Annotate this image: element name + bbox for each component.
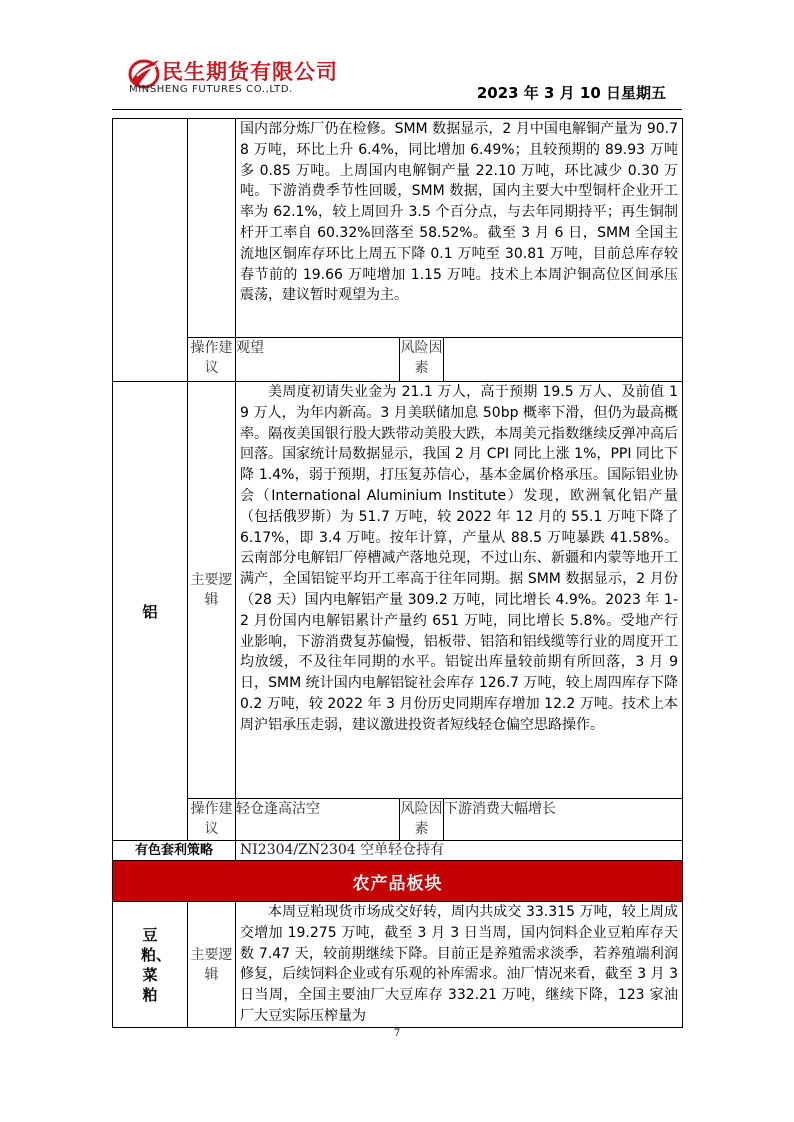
soymeal-logic-cell: [236, 902, 683, 1028]
copper-risk-value: [444, 338, 683, 382]
company-name-en: MINSHENG FUTURES CO.,LTD.: [129, 84, 293, 95]
arbitrage-row: [113, 841, 683, 861]
commodity-table: [112, 118, 683, 1028]
company-name-cn: 民生期货有限公司: [162, 60, 338, 84]
soymeal-category: 豆粕、菜粕: [141, 925, 172, 1004]
copper-logic-cell: [236, 119, 683, 338]
copper-op-value: 观望: [236, 338, 400, 382]
arbitrage-label: 有色套利策略: [113, 841, 236, 861]
copper-risk-label: 风险因素: [400, 338, 444, 382]
aluminum-operation-row: [113, 799, 683, 841]
copper-logic-row: [113, 119, 683, 338]
aluminum-op-value: 轻仓逢高沽空: [236, 799, 400, 841]
copper-category-cell: [113, 119, 188, 382]
aluminum-logic-cell: [236, 382, 683, 799]
copper-op-label: 操作建议: [188, 338, 236, 382]
company-logo: [128, 56, 368, 106]
aluminum-risk-label: 风险因素: [400, 799, 444, 841]
soymeal-category-cell: [113, 902, 188, 1028]
aluminum-risk-value: 下游消费大幅增长: [444, 799, 683, 841]
page-header: [0, 0, 794, 120]
arbitrage-value: NI2304/ZN2304 空单轻仓持有: [236, 841, 683, 861]
soymeal-logic-row: [113, 902, 683, 1028]
copper-operation-row: [113, 338, 683, 382]
copper-logic-label-cell: [188, 119, 236, 338]
page-number: 7: [393, 1028, 401, 1039]
aluminum-category: 铝: [113, 382, 188, 841]
header-rule: [112, 109, 682, 110]
aluminum-logic-label: 主要逻辑: [188, 382, 236, 799]
soymeal-logic-label: 主要逻辑: [188, 902, 236, 1028]
aluminum-logic-row: [113, 382, 683, 799]
agri-section-row: [113, 861, 683, 902]
soymeal-logic-text: 本周豆粕现货市场成交好转，周内共成交 33.315 万吨，较上周成交增加 19.275 万吨，截至 3 月 3 日当周，国内饲料企业豆粕库存天数 7.47 天，较前期继续下降。目前正是养殖需求淡季，若养殖端利润修复，后续饲料企业或有乐观的补库需求。油厂情况来看，截至 3 月 3 日当周，全国主要油厂大豆库存 332.21 万吨，继续下降，123 家油厂大豆实际压榨量为: [240, 904, 678, 1024]
aluminum-op-label: 操作建议: [188, 799, 236, 841]
report-date: 2023 年 3 月 10 日星期五: [476, 84, 666, 102]
aluminum-logic-text: 美周度初请失业金为 21.1 万人，高于预期 19.5 万人、及前值 19 万人，为年内新高。3 月美联储加息 50bp 概率下滑，但仍为最高概率。隔夜美国银行股大跌带动美股大跌，本周美元指数继续反弹冲高后回落。国家统计局数据显示，我国 2 月 CPI 同比上涨 1%，PPI 同比下降 1.4%，弱于预期，打压复苏信心，基本金属价格承压。国际铝业协会（International Aluminium Institute）发现，欧洲氧化铝产量（包括俄罗斯）为 51.7 万吨，较 2022 年 12 月的 55.1 万吨下降了 6.17%，即 3.4 万吨。按年计算，产量从 88.5 万吨暴跌 41.58%。云南部分电解铝厂停槽减产落地兑现，不过山东、新疆和内蒙等地开工满产，全国铝锭平均开工率高于往年同期。据 SMM 数据显示，2 月份（28 天）国内电解铝产量 309.2 万吨，同比增长 4.9%。2023 年 1-2 月份国内电解铝累计产量约 651 万吨，同比增长 5.8%。受地产行业影响，下游消费复苏偏慢，铝板带、铝箔和铝线缆等行业的周度开工均放缓，不及往年同期的水平。铝锭出库量较前期有所回落，3 月 9 日，SMM 统计国内电解铝锭社会库存 126.7 万吨，较上周四库存下降 0.2 万吨，较 2022 年 3 月份历史同期库存增加 12.2 万吨。技术上本周沪铝承压走弱，建议激进投资者短线轻仓偏空思路操作。: [240, 384, 678, 733]
copper-logic-text: 国内部分炼厂仍在检修。SMM 数据显示，2 月中国电解铜产量为 90.78 万吨，环比上升 6.4%，同比增加 6.49%；且较预期的 89.93 万吨多 0.85 万吨。上周国内电解铜产量 22.10 万吨，环比减少 0.30 万吨。下游消费季节性回暖，SMM 数据，国内主要大中型铜杆企业开工率为 62.1%，较上周回升 3.5 个百分点，与去年同期持平；再生铜制杆开工率自 60.32%回落至 58.52%。截至 3 月 6 日，SMM 全国主流地区铜库存环比上周五下降 0.1 万吨至 30.81 万吨，目前总库存较春节前的 19.66 万吨增加 1.15 万吨。技术上本周沪铜高位区间承压震荡，建议暂时观望为主。: [240, 121, 678, 304]
agri-section-title: 农产品板块: [113, 861, 683, 902]
